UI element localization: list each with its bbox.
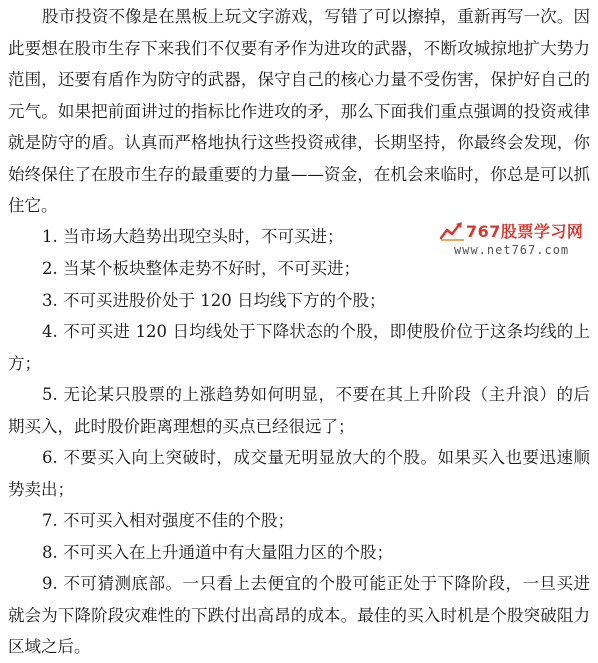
rule-item-8: 8. 不可买入在上升通道中有大量阻力区的个股； <box>42 543 393 562</box>
rule-item-4: 4. 不可买进 120 日均线处于下降状态的个股，即使股价位于这条均线的上方； <box>8 322 590 373</box>
site-watermark <box>440 219 590 263</box>
watermark-title: 767股票学习网 <box>466 222 584 241</box>
rule-item-6: 6. 不要买入向上突破时，成交量无明显放大的个股。如果买入也要迅速顺势卖出； <box>8 448 590 499</box>
rule-item-3: 3. 不可买进股价处于 120 日均线下方的个股； <box>42 291 386 310</box>
watermark-url: www.net767.com <box>454 243 570 257</box>
rule-item-5: 5. 无论某只股票的上涨趋势如何明显，不要在其上升阶段（主升浪）的后期买入，此时股价距离理想的买点已经很远了； <box>8 385 590 436</box>
chart-trend-icon <box>440 221 466 241</box>
rule-item-7: 7. 不可买入相对强度不佳的个股； <box>42 511 294 530</box>
rule-item-2: 2. 当某个板块整体走势不好时，不可买进； <box>42 259 360 278</box>
rule-item-1: 1. 当市场大趋势出现空头时，不可买进； <box>42 227 344 246</box>
rule-item-9: 9. 不可猜测底部。一只看上去便宜的个股可能正处于下降阶段，一旦买进就会为下降阶段灾难性的下跌付出高昂的成本。最佳的买入时机是个股突破阻力区域之后。 <box>8 574 590 656</box>
intro-paragraph: 股市投资不像是在黑板上玩文字游戏，写错了可以擦掉，重新再写一次。因此要想在股市生存下来我们不仅要有矛作为进攻的武器，不断攻城掠地扩大势力范围，还要有盾作为防守的武器，保守自己的核心力量不受伤害，保护好自己的元气。如果把前面讲过的指标比作进攻的矛，那么下面我们重点强调的投资戒律就是防守的盾。认真而严格地执行这些投资戒律，长期坚持，你最终会发现，你始终保住了在股市生存的最重要的力量——资金，在机会来临时，你总是可以抓住它。 <box>8 7 590 215</box>
